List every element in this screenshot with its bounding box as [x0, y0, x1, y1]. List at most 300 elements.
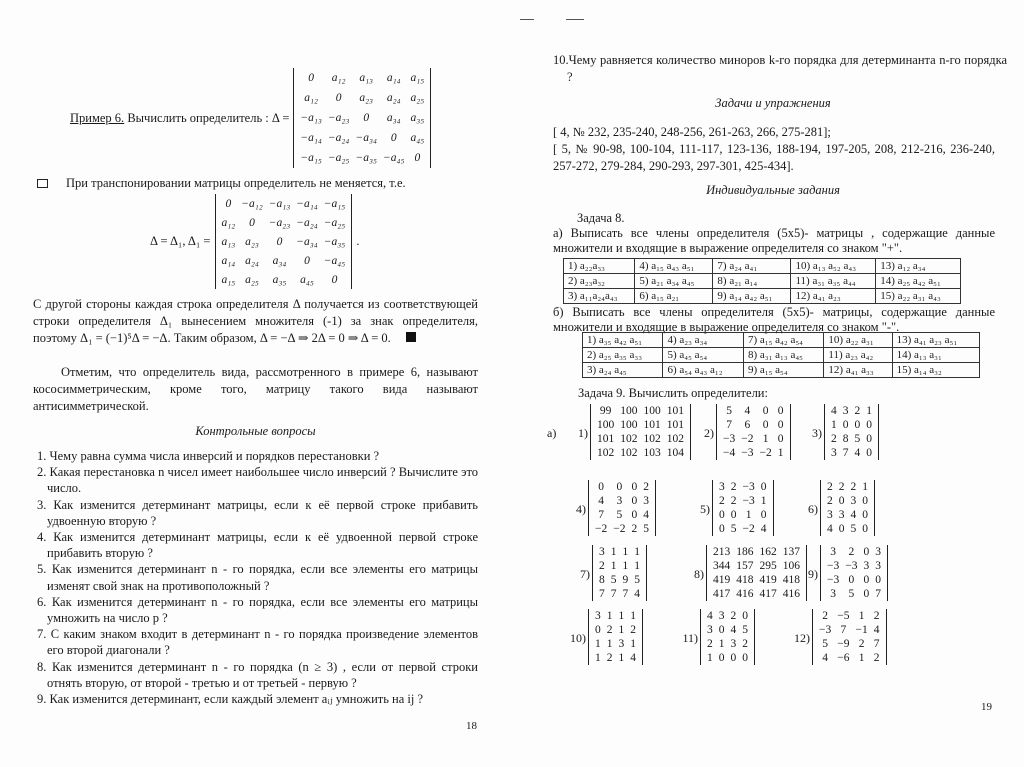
matrix-cell: 2 [707, 638, 713, 650]
matrix-cell: 4 [873, 624, 880, 636]
matrix-cell: 1 [862, 481, 868, 493]
determinant-matrix [588, 480, 656, 536]
matrix-cell: 1 [606, 638, 613, 650]
matrix-cell: 344 [713, 560, 731, 572]
matrix-row [594, 446, 687, 460]
matrix-cell: 101 [666, 405, 684, 417]
matrix-cell: −a₂₅ [323, 216, 346, 229]
matrix-cell: 3 [595, 610, 601, 622]
matrix-cell: 5 [742, 624, 748, 636]
matrix-cell: 1 [745, 509, 752, 521]
matrix-cell: 418 [782, 574, 800, 586]
matrix-cell: 1 [618, 652, 625, 664]
matrix-cell: 0 [838, 495, 845, 507]
determinant-matrix [592, 545, 647, 601]
matrix-row [704, 609, 751, 623]
matrix-cell: 4 [630, 652, 636, 664]
matrix-cell: a₂₃ [245, 235, 259, 248]
matrix-cell: 416 [736, 588, 754, 600]
determinant-matrix [820, 545, 888, 601]
matrix-row [716, 508, 770, 522]
checkbox-square-icon [37, 179, 48, 188]
matrix-cell: −a₁₄ [300, 132, 322, 144]
matrix-cell: 295 [759, 560, 777, 572]
determinant-label: 12) [794, 631, 810, 645]
table-cell: 8) a₃₁ a₁₃ a₄₅ [743, 348, 823, 363]
section-title-individual: Индивидуальные задания [706, 183, 840, 197]
matrix-cell: −3 [845, 560, 858, 572]
matrix-cell: 0 [866, 447, 872, 459]
matrix-row [219, 232, 349, 251]
matrix-cell: 0 [331, 273, 338, 286]
matrix-cell: a₁₂ [221, 216, 236, 229]
matrix-cell: 0 [862, 523, 868, 535]
matrix-cell: 3 [838, 509, 845, 521]
matrix-cell: 1 [618, 610, 625, 622]
page-number-right: 19 [981, 701, 992, 713]
matrix-cell: −a₂₅ [327, 152, 350, 164]
matrix-cell: −2 [759, 447, 772, 459]
matrix-cell: 2 [822, 610, 828, 622]
matrix-cell: 416 [782, 588, 800, 600]
matrix-row [592, 651, 639, 665]
matrix-row [720, 432, 787, 446]
matrix-cell: 102 [620, 447, 638, 459]
matrix-cell: 2 [719, 495, 725, 507]
matrix-cell: −a₁₃ [268, 197, 291, 210]
matrix-cell: 0 [866, 419, 872, 431]
matrix-cell: −3 [819, 624, 832, 636]
matrix-cell: 0 [616, 481, 623, 493]
matrix-cell: 0 [863, 546, 870, 558]
matrix-cell: −2 [742, 523, 755, 535]
matrix-cell: 3 [616, 495, 623, 507]
matrix-row [592, 623, 639, 637]
matrix-cell: 7 [598, 509, 604, 521]
page-number-left: 18 [466, 720, 477, 732]
matrix-cell: 1 [595, 652, 601, 664]
table-row [564, 274, 961, 289]
table-cell: 6) a₅₄ a₄₃ a₁₂ [663, 363, 743, 378]
matrix-cell: −9 [837, 638, 850, 650]
matrix-cell: a₁₄ [221, 254, 236, 267]
table-cell: 12) a₄₁ a₂₃ [791, 289, 876, 304]
paragraph-proof [33, 296, 478, 347]
table-cell: 14) a₂₅ a₄₂ a₅₁ [876, 274, 961, 289]
table-cell: 15) a₂₂ a₃₁ a₄₃ [876, 289, 961, 304]
matrix-cell: 0 [854, 419, 861, 431]
matrix-cell: 102 [620, 433, 638, 445]
matrix-row [297, 68, 427, 88]
matrix-cell: 0 [276, 235, 283, 248]
matrix-cell: 1 [630, 610, 636, 622]
determinant-matrix [712, 480, 774, 536]
qed-square-icon [406, 332, 416, 342]
matrix-cell: 2 [599, 560, 605, 572]
matrix-cell: a₄₅ [300, 273, 314, 286]
matrix-row [816, 637, 883, 651]
matrix-cell: 0 [848, 574, 855, 586]
matrix-cell: −1 [855, 624, 868, 636]
matrix-cell: 7 [873, 638, 880, 650]
matrix-cell: a₄₅ [410, 132, 425, 144]
matrix-cell: 101 [597, 433, 615, 445]
matrix-cell: 1 [760, 495, 767, 507]
matrix-cell: 0 [760, 481, 767, 493]
matrix-cell: a₂₃ [359, 92, 374, 104]
matrix-cell: 0 [631, 481, 638, 493]
matrix-row [824, 508, 871, 522]
matrix-row [828, 446, 875, 460]
matrix-cell: 2 [854, 405, 861, 417]
matrix-cell: 1 [634, 546, 640, 558]
matrix-cell: 0 [862, 495, 868, 507]
matrix-cell: −a₃₄ [296, 235, 318, 248]
matrix-cell: 417 [713, 588, 731, 600]
matrix-cell: a₂₅ [245, 273, 259, 286]
matrix-cell: −a₂₃ [268, 216, 291, 229]
matrix-cell: 0 [777, 433, 784, 445]
matrix-row [704, 637, 751, 651]
matrix-cell: −2 [613, 523, 626, 535]
matrix-cell: 4 [634, 588, 640, 600]
table-cell: 3) a₂₄ a₄₅ [583, 363, 663, 378]
matrix-cell: a₁₅ [221, 273, 236, 286]
matrix-row [824, 545, 884, 559]
matrix-cell: 0 [838, 523, 845, 535]
determinant-label: 10) [570, 631, 586, 645]
example6-text: Вычислить определитель : [127, 110, 269, 125]
paragraph-note: Отметим, что определитель вида, рассмотренного в примере 6, называют кососимметрическим, кроме того, матрицу такого вида называют антисимметрической. [33, 365, 478, 413]
matrix-cell: 2 [848, 546, 855, 558]
table-row [583, 363, 980, 378]
matrix-cell: 0 [718, 652, 725, 664]
task8-title: Задача 8. [577, 211, 625, 225]
table-cell: 2) a₂₅ a₃₅ a₃₃ [583, 348, 663, 363]
matrix-cell: −a₁₄ [296, 197, 318, 210]
determinant-label: 4) [576, 502, 586, 516]
matrix-cell: 100 [620, 405, 638, 417]
matrix-cell: 0 [719, 509, 725, 521]
matrix-cell: −a₁₅ [323, 197, 346, 210]
matrix-cell: 3 [875, 546, 881, 558]
matrix-row [824, 559, 884, 573]
matrix-cell: 1 [610, 546, 617, 558]
matrix-cell: 0 [335, 92, 342, 104]
matrix-cell: a₂₅ [410, 92, 425, 104]
matrix-cell: 101 [666, 419, 684, 431]
references-2: [ 5, № 90-98, 100-104, 111-117, 123-136, 188-194, 197-205, 208, 212-216, 236-240, 257-272, 279-284, 290-293, 297-301, 425-434]. [553, 142, 995, 173]
matrix-cell: 1 [622, 560, 629, 572]
example6-row [70, 68, 435, 168]
matrix-cell: 0 [631, 509, 638, 521]
matrix-cell: a₃₄ [386, 112, 401, 124]
matrix-row [824, 494, 871, 508]
matrix-cell: 1 [866, 405, 872, 417]
matrix-cell: −3 [827, 560, 840, 572]
matrix-cell: 103 [643, 447, 661, 459]
question-item: 8. Как изменится детерминант n - го порядка (n ≥ 3) , если от первой строки отнять вторую, от второй - третью и от третьей - первую ? [37, 659, 478, 690]
matrix-cell: 3 [599, 546, 605, 558]
matrix-cell: 4 [760, 523, 767, 535]
references-1: [ 4, № 232, 235-240, 248-256, 261-263, 266, 275-281]; [553, 125, 831, 139]
matrix-cell: 0 [730, 509, 737, 521]
determinant-label: 9) [808, 567, 818, 581]
matrix-row [824, 480, 871, 494]
determinant-matrix [716, 404, 791, 460]
matrix-row [824, 587, 884, 601]
matrix-cell: 0 [249, 216, 255, 229]
determinant-label: 1) [578, 426, 588, 440]
matrix-cell: 5 [634, 574, 640, 586]
table-row [583, 348, 980, 363]
matrix-cell: 1 [630, 638, 636, 650]
matrix-cell: −6 [837, 652, 850, 664]
matrix-cell: 102 [597, 447, 615, 459]
matrix-row [716, 480, 770, 494]
section-title-exercises: Задачи и упражнения [715, 96, 831, 110]
matrix-cell: 7 [875, 588, 881, 600]
matrix-cell: 3 [730, 638, 737, 650]
matrix-cell: −a₂₄ [296, 216, 318, 229]
matrix-cell: 0 [304, 254, 310, 267]
matrix-cell: 4 [854, 447, 861, 459]
question-item: 1. Чему равна сумма числа инверсий и порядков перестановки ? [37, 449, 380, 463]
matrix-cell: 0 [414, 152, 421, 164]
matrix-row [828, 432, 875, 446]
matrix-cell: 2 [873, 610, 880, 622]
matrix-cell: 137 [782, 546, 800, 558]
matrix-row [594, 404, 687, 418]
matrix-cell: 1 [858, 652, 865, 664]
matrix-cell: a₁₂ [331, 72, 346, 84]
matrix-row [594, 418, 687, 432]
matrix-cell: 104 [666, 447, 684, 459]
transpose-matrix [215, 194, 353, 289]
matrix-cell: a₃₅ [410, 112, 425, 124]
determinant-label: 7) [580, 567, 590, 581]
matrix-cell: 0 [863, 588, 870, 600]
matrix-cell: −a₄₅ [323, 254, 346, 267]
table-cell: 11) a₃₁ a₃₅ a₄₄ [791, 274, 876, 289]
matrix-row [219, 194, 349, 213]
table-cell: 7) a₁₅ a₄₂ a₅₄ [743, 333, 823, 348]
question-item: 9. Как изменится детерминант, если каждый элемент aᵢⱼ умножить на ij ? [37, 692, 424, 707]
matrix-cell: 1 [707, 652, 713, 664]
matrix-cell: 4 [707, 610, 713, 622]
matrix-cell: −3 [827, 574, 840, 586]
matrix-cell: −4 [723, 447, 736, 459]
table-cell: 7) a₂₄ a₄₁ [713, 259, 791, 274]
matrix-cell: 5 [610, 574, 617, 586]
matrix-row [219, 270, 349, 289]
matrix-cell: 2 [630, 624, 636, 636]
matrix-cell: −a₁₂ [241, 197, 263, 210]
matrix-cell: 1 [595, 638, 601, 650]
matrix-cell: 99 [599, 405, 612, 417]
matrix-cell: −a₃₅ [355, 152, 377, 164]
matrix-cell: 3 [719, 481, 725, 493]
matrix-cell: 4 [850, 509, 857, 521]
matrix-cell: 3 [875, 560, 881, 572]
table-cell: 11) a₂₃ a₄₂ [824, 348, 892, 363]
matrix-cell: 3 [707, 624, 713, 636]
matrix-row [592, 522, 652, 536]
matrix-row [720, 404, 787, 418]
table-row [583, 333, 980, 348]
matrix-cell: 3 [830, 588, 836, 600]
matrix-cell: −a₁₃ [300, 112, 322, 124]
matrix-row [596, 545, 643, 559]
matrix-cell: 3 [863, 560, 870, 572]
matrix-row [596, 573, 643, 587]
matrix-cell: 4 [822, 652, 828, 664]
matrix-cell: 419 [759, 574, 777, 586]
example6-delta: Δ = [271, 110, 290, 125]
matrix-row [824, 522, 871, 536]
matrix-cell: 5 [848, 588, 855, 600]
matrix-cell: 102 [643, 433, 661, 445]
transpose-end: . [356, 234, 360, 248]
matrix-cell: 3 [643, 495, 649, 507]
matrix-cell: −a₃₄ [355, 132, 377, 144]
matrix-cell: 7 [840, 624, 847, 636]
table-cell: 4) a₂₃ a₃₄ [663, 333, 743, 348]
table-cell: 14) a₁₃ a₃₁ [892, 348, 979, 363]
matrix-cell: 162 [759, 546, 777, 558]
matrix-cell: 3 [618, 638, 625, 650]
matrix-cell: 106 [782, 560, 800, 572]
matrix-cell: 2 [631, 523, 638, 535]
matrix-cell: 0 [363, 112, 370, 124]
matrix-cell: 5 [850, 523, 857, 535]
example6-heading [70, 111, 289, 126]
matrix-cell: 2 [742, 638, 748, 650]
matrix-cell: 4 [643, 509, 649, 521]
matrix-row [716, 494, 770, 508]
matrix-row [592, 480, 652, 494]
determinant-matrix [588, 609, 643, 665]
matrix-cell: a₁₄ [386, 72, 401, 84]
matrix-cell: 2 [643, 481, 649, 493]
matrix-cell: 0 [762, 405, 769, 417]
matrix-cell: 0 [742, 610, 748, 622]
determinant-matrix [820, 480, 875, 536]
matrix-cell: 0 [760, 509, 767, 521]
table-cell: 5) a₄₅ a₅₄ [663, 348, 743, 363]
question-item: 3. Как изменится детерминант матрицы, если к её первой строке прибавить удвоенную вторую ? [37, 497, 478, 528]
determinant-matrix [824, 404, 879, 460]
matrix-cell: 0 [742, 652, 748, 664]
matrix-cell: 2 [858, 638, 865, 650]
determinant-matrix [706, 545, 807, 601]
table-cell: 9) a₁₅ a₅₄ [743, 363, 823, 378]
matrix-cell: 2 [730, 495, 737, 507]
matrix-cell: 7 [726, 419, 732, 431]
matrix-cell: 0 [777, 405, 784, 417]
matrix-row [828, 404, 875, 418]
matrix-cell: 8 [842, 433, 849, 445]
matrix-cell: 7 [622, 588, 629, 600]
question-item: 4. Как изменится детерминант матрицы, если к её удвоенной первой строке прибавить вторую ? [37, 530, 478, 561]
matrix-row [720, 446, 787, 460]
matrix-cell: 213 [713, 546, 731, 558]
table-cell: 13) a₁₂ a₃₄ [876, 259, 961, 274]
matrix-cell: −a₂₃ [327, 112, 350, 124]
matrix-cell: 2 [827, 481, 833, 493]
matrix-cell: a₁₃ [221, 235, 236, 248]
matrix-row [219, 251, 349, 270]
table-cell: 5) a₂₁ a₃₄ a₄₅ [635, 274, 713, 289]
scan-mark [566, 19, 584, 20]
matrix-cell: −2 [741, 433, 754, 445]
matrix-cell: a₂₄ [386, 92, 401, 104]
matrix-row [720, 418, 787, 432]
task8a-table [563, 258, 961, 304]
matrix-cell: 2 [850, 481, 857, 493]
matrix-cell: −a₃₅ [323, 235, 346, 248]
matrix-cell: 1 [762, 433, 769, 445]
matrix-cell: 4 [831, 405, 837, 417]
matrix-cell: 1 [777, 447, 784, 459]
matrix-cell: 7 [842, 447, 849, 459]
matrix-cell: 0 [875, 574, 881, 586]
matrix-cell: −3 [723, 433, 736, 445]
matrix-cell: a₂₄ [245, 254, 259, 267]
matrix-cell: 2 [831, 433, 837, 445]
scan-mark [520, 19, 534, 20]
matrix-cell: 0 [762, 419, 769, 431]
matrix-cell: −5 [837, 610, 850, 622]
matrix-cell: 0 [225, 197, 232, 210]
matrix-row [704, 651, 751, 665]
question-item: 7. С каким знаком входит в детерминант n - го порядка произведение элементов его второй диагонали ? [37, 627, 478, 658]
matrix-cell: 3 [827, 509, 833, 521]
table-cell: 10) a₂₂ a₃₁ [824, 333, 892, 348]
matrix-row [596, 559, 643, 573]
determinant-matrix [700, 609, 755, 665]
table-row [564, 259, 961, 274]
matrix-cell: 3 [850, 495, 857, 507]
table-cell: 12) a₄₁ a₃₃ [824, 363, 892, 378]
matrix-row [710, 545, 803, 559]
matrix-row [824, 573, 884, 587]
question-10: 10.Чему равняется количество миноров k-го порядка для детерминанта n-го порядка ? [553, 53, 1007, 84]
example6-label: Пример 6. [70, 110, 125, 125]
matrix-cell: a₃₅ [272, 273, 287, 286]
matrix-cell: 1 [831, 419, 837, 431]
determinant-matrix [812, 609, 887, 665]
matrix-cell: 417 [759, 588, 777, 600]
matrix-row [297, 128, 427, 148]
matrix-cell: −a₂₄ [327, 132, 350, 144]
matrix-cell: 0 [866, 433, 872, 445]
table-cell: 1) a₃₅ a₄₂ a₅₁ [583, 333, 663, 348]
matrix-cell: 0 [718, 624, 725, 636]
determinant-label: 5) [700, 502, 710, 516]
matrix-cell: 8 [599, 574, 605, 586]
matrix-cell: 0 [390, 132, 397, 144]
determinant-label: 11) [682, 631, 698, 645]
question-item: 5. Как изменится детерминант n - го порядка, если все элементы его матрицы изменят свой знак на противоположный ? [37, 562, 478, 593]
matrix-cell: 100 [597, 419, 615, 431]
table-cell: 1) a₂₂a₃₃ [564, 259, 635, 274]
matrix-cell: 4 [598, 495, 604, 507]
matrix-cell: 0 [777, 419, 784, 431]
matrix-cell: 0 [595, 624, 601, 636]
matrix-cell: 418 [736, 574, 754, 586]
matrix-cell: 1 [858, 610, 865, 622]
